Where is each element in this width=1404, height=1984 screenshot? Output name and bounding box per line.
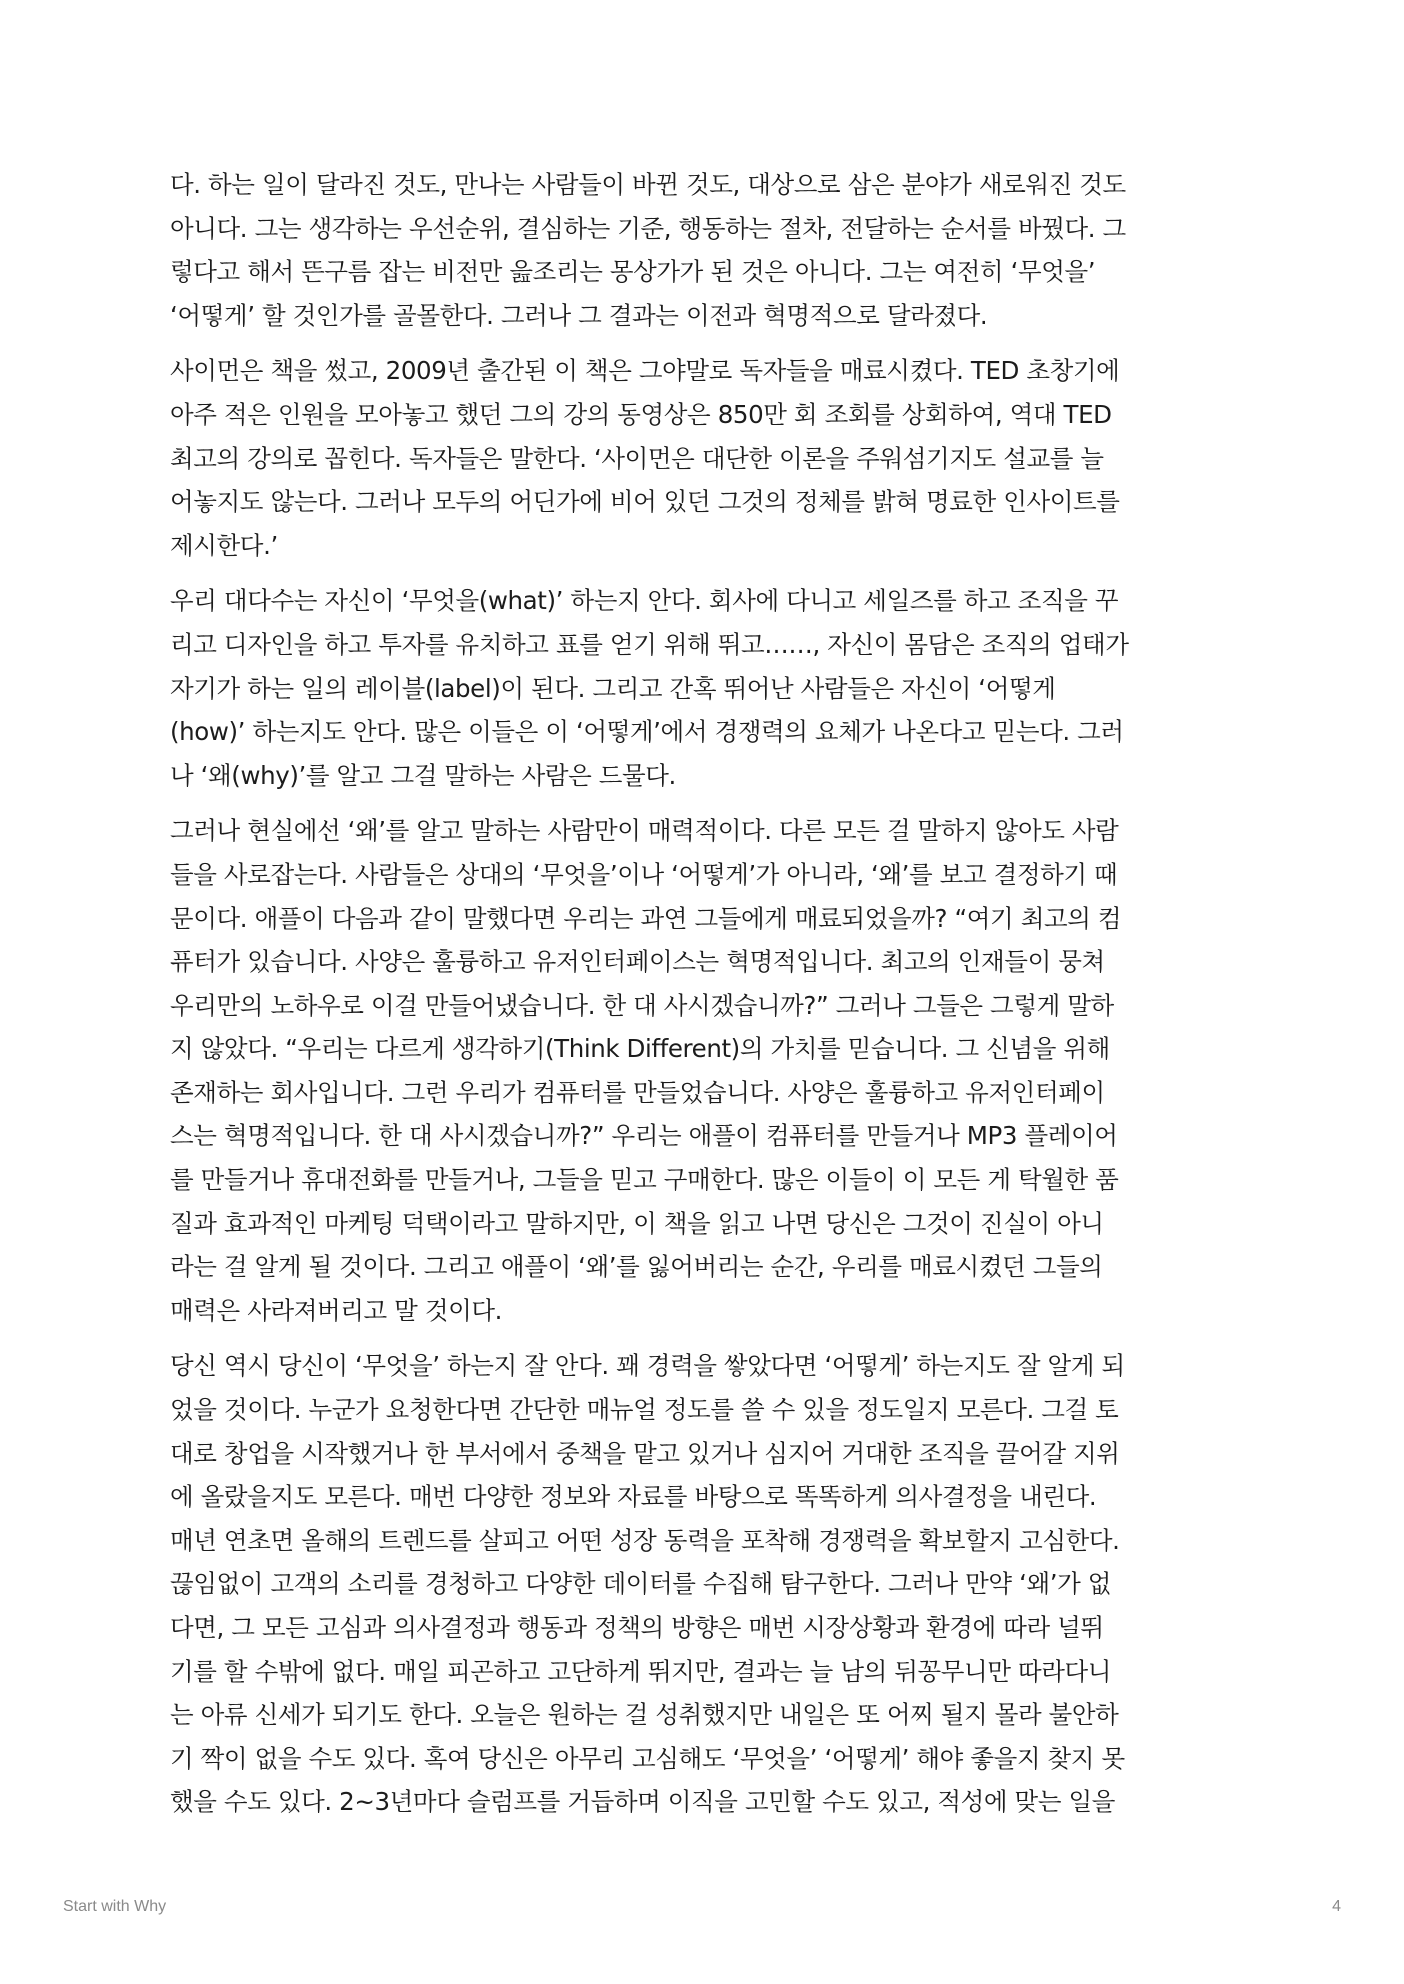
text-line: 사이먼은 책을 썼고, 2009년 출간된 이 책은 그야말로 독자들을 매료시켰다. TED 초창기에 xyxy=(170,356,1120,386)
text-line: 리고 디자인을 하고 투자를 유치하고 표를 얻기 위해 뛰고……, 자신이 몸담은 조직의 업태가 xyxy=(170,629,1129,659)
paragraph xyxy=(170,809,1240,1332)
text-line: 기 짝이 없을 수도 있다. 혹여 당신은 아무리 고심해도 ‘무엇을’ ‘어떻게’ 해야 좋을지 찾지 못 xyxy=(170,1743,1125,1773)
paragraph xyxy=(170,1344,1240,1824)
text-line: 퓨터가 있습니다. 사양은 훌륭하고 유저인터페이스는 혁명적입니다. 최고의 인재들이 뭉쳐 xyxy=(170,947,1105,977)
text-line: 자기가 하는 일의 레이블(label)이 된다. 그리고 간혹 뛰어난 사람들은 자신이 ‘어떻게 xyxy=(170,673,1056,703)
page-footer xyxy=(63,1898,1341,1922)
text-line: 우리만의 노하우로 이걸 만들어냈습니다. 한 대 사시겠습니까?” 그러나 그들은 그렇게 말하 xyxy=(170,990,1114,1020)
text-line: 문이다. 애플이 다음과 같이 말했다면 우리는 과연 그들에게 매료되었을까? “여기 최고의 컴 xyxy=(170,903,1122,933)
text-line: 는 아류 신세가 되기도 한다. 오늘은 원하는 걸 성취했지만 내일은 또 어찌 될지 몰라 불안하 xyxy=(170,1700,1119,1730)
text-line: 했을 수도 있다. 2~3년마다 슬럼프를 거듭하며 이직을 고민할 수도 있고, 적성에 맞는 일을 xyxy=(170,1787,1116,1817)
text-line: 에 올랐을지도 모른다. 매번 다양한 정보와 자료를 바탕으로 똑똑하게 의사결정을 내린다. xyxy=(170,1482,1097,1512)
text-line: 었을 것이다. 누군가 요청한다면 간단한 매뉴얼 정도를 쓸 수 있을 정도일지 모른다. 그걸 토 xyxy=(170,1395,1119,1425)
text-line: 당신 역시 당신이 ‘무엇을’ 하는지 잘 안다. 꽤 경력을 쌓았다면 ‘어떻게’ 하는지도 잘 알게 되 xyxy=(170,1351,1125,1381)
footer-page-number: 4 xyxy=(1332,1898,1341,1915)
paragraph xyxy=(170,579,1240,797)
text-line: 기를 할 수밖에 없다. 매일 피곤하고 고단하게 뛰지만, 결과는 늘 남의 뒤꽁무니만 따라다니 xyxy=(170,1656,1112,1686)
text-line: 아니다. 그는 생각하는 우선순위, 결심하는 기준, 행동하는 절차, 전달하는 순서를 바꿨다. 그 xyxy=(170,213,1126,243)
text-line: 제시한다.’ xyxy=(170,530,278,560)
text-line: (how)’ 하는지도 안다. 많은 이들은 이 ‘어떻게’에서 경쟁력의 요체가 나온다고 믿는다. 그러 xyxy=(170,717,1124,747)
text-line: 다면, 그 모든 고심과 의사결정과 행동과 정책의 방향은 매번 시장상황과 환경에 따라 널뛰 xyxy=(170,1613,1104,1642)
text-line: 우리 대다수는 자신이 ‘무엇을(what)’ 하는지 안다. 회사에 다니고 세일즈를 하고 조직을 꾸 xyxy=(170,586,1119,616)
text-line: 어놓지도 않는다. 그러나 모두의 어딘가에 비어 있던 그것의 정체를 밝혀 명료한 인사이트를 xyxy=(170,487,1120,517)
text-line: 를 만들거나 휴대전화를 만들거나, 그들을 믿고 구매한다. 많은 이들이 이 모든 게 탁월한 품 xyxy=(170,1165,1119,1195)
text-line: 스는 혁명적입니다. 한 대 사시겠습니까?” 우리는 애플이 컴퓨터를 만들거나 MP3 플레이어 xyxy=(170,1121,1118,1151)
footer-book-title: Start with Why xyxy=(63,1898,167,1915)
text-line: 렇다고 해서 뜬구름 잡는 비전만 읊조리는 몽상가가 된 것은 아니다. 그는 여전히 ‘무엇을’ xyxy=(170,257,1096,287)
text-line: 지 않았다. “우리는 다르게 생각하기(Think Different)의 가치를 믿습니다. 그 신념을 위해 xyxy=(170,1034,1110,1064)
text-line: 매력은 사라져버리고 말 것이다. xyxy=(170,1295,503,1325)
text-line: 다. 하는 일이 달라진 것도, 만나는 사람들이 바뀐 것도, 대상으로 삼은 분야가 새로워진 것도 xyxy=(170,170,1126,199)
text-line: 대로 창업을 시작했거나 한 부서에서 중책을 맡고 있거나 심지어 거대한 조직을 끌어갈 지위 xyxy=(170,1438,1120,1468)
paragraph xyxy=(170,349,1240,567)
paragraph xyxy=(170,163,1240,337)
text-line: 질과 효과적인 마케팅 덕택이라고 말하지만, 이 책을 읽고 나면 당신은 그것이 진실이 아니 xyxy=(170,1208,1104,1238)
text-line: 라는 걸 알게 될 것이다. 그리고 애플이 ‘왜’를 잃어버리는 순간, 우리를 매료시켰던 그들의 xyxy=(170,1252,1103,1282)
text-line: 들을 사로잡는다. 사람들은 상대의 ‘무엇을’이나 ‘어떻게’가 아니라, ‘왜’를 보고 결정하기 때 xyxy=(170,859,1118,889)
text-line: 끊임없이 고객의 소리를 경청하고 다양한 데이터를 수집해 탐구한다. 그러나 만약 ‘왜’가 없 xyxy=(170,1569,1112,1599)
text-line: 존재하는 회사입니다. 그런 우리가 컴퓨터를 만들었습니다. 사양은 훌륭하고 유저인터페이 xyxy=(170,1077,1105,1107)
body-text xyxy=(170,163,1240,1836)
text-line: 매년 연초면 올해의 트렌드를 살피고 어떤 성장 동력을 포착해 경쟁력을 확보할지 고심한다. xyxy=(170,1525,1120,1555)
text-line: 나 ‘왜(why)’를 알고 그걸 말하는 사람은 드물다. xyxy=(170,760,676,790)
text-line: 아주 적은 인원을 모아놓고 했던 그의 강의 동영상은 850만 회 조회를 상회하여, 역대 TED xyxy=(170,399,1112,429)
text-line: ‘어떻게’ 할 것인가를 골몰한다. 그러나 그 결과는 이전과 혁명적으로 달라졌다. xyxy=(170,300,988,330)
text-line: 그러나 현실에선 ‘왜’를 알고 말하는 사람만이 매력적이다. 다른 모든 걸 말하지 않아도 사람 xyxy=(170,816,1119,846)
text-line: 최고의 강의로 꼽힌다. 독자들은 말한다. ‘사이먼은 대단한 이론을 주워섬기지도 설교를 늘 xyxy=(170,443,1104,473)
